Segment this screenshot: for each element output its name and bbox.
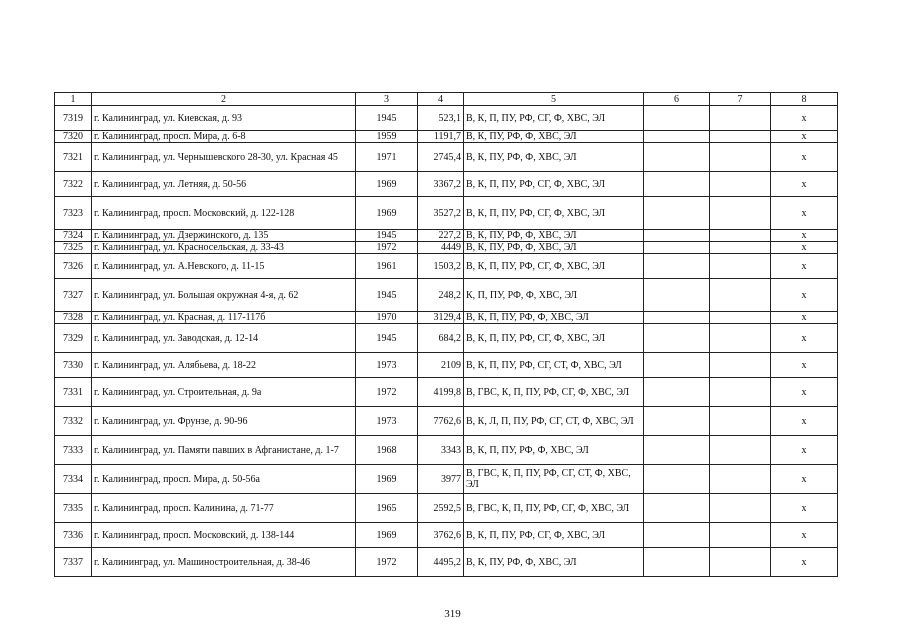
column-6-cell — [644, 172, 710, 197]
column-header-8: 8 — [771, 93, 838, 106]
year-cell: 1972 — [356, 242, 418, 254]
row-number: 7337 — [55, 548, 92, 577]
year-cell: 1965 — [356, 494, 418, 523]
table-row — [55, 106, 838, 131]
address-cell: г. Калининград, просп. Московский, д. 122-128 — [92, 197, 356, 230]
column-7-cell — [710, 242, 771, 254]
column-7-cell — [710, 523, 771, 548]
table-row — [55, 548, 838, 577]
address-cell: г. Калининград, просп. Московский, д. 138-144 — [92, 523, 356, 548]
area-cell: 248,2 — [418, 279, 464, 312]
table-row — [55, 523, 838, 548]
column-6-cell — [644, 230, 710, 242]
area-cell: 4495,2 — [418, 548, 464, 577]
address-cell: г. Калининград, ул. Дзержинского, д. 135 — [92, 230, 356, 242]
row-number: 7327 — [55, 279, 92, 312]
mark-cell: x — [771, 279, 838, 312]
row-number: 7321 — [55, 143, 92, 172]
table-row — [55, 242, 838, 254]
table-row — [55, 230, 838, 242]
column-6-cell — [644, 353, 710, 378]
year-cell: 1970 — [356, 312, 418, 324]
column-6-cell — [644, 523, 710, 548]
address-cell: г. Калининград, просп. Мира, д. 6-8 — [92, 131, 356, 143]
column-6-cell — [644, 548, 710, 577]
area-cell: 3762,6 — [418, 523, 464, 548]
systems-cell: В, К, П, ПУ, РФ, СГ, Ф, ХВС, ЭЛ — [464, 197, 644, 230]
mark-cell: x — [771, 436, 838, 465]
year-cell: 1968 — [356, 436, 418, 465]
systems-cell: В, К, П, ПУ, РФ, СГ, Ф, ХВС, ЭЛ — [464, 106, 644, 131]
column-6-cell — [644, 407, 710, 436]
address-cell: г. Калининград, ул. Большая окружная 4-я, д. 62 — [92, 279, 356, 312]
column-6-cell — [644, 279, 710, 312]
address-cell: г. Калининград, ул. Киевская, д. 93 — [92, 106, 356, 131]
mark-cell: x — [771, 131, 838, 143]
column-7-cell — [710, 131, 771, 143]
row-number: 7323 — [55, 197, 92, 230]
mark-cell: x — [771, 465, 838, 494]
table-row — [55, 197, 838, 230]
area-cell: 684,2 — [418, 324, 464, 353]
area-cell: 2109 — [418, 353, 464, 378]
column-7-cell — [710, 378, 771, 407]
row-number: 7326 — [55, 254, 92, 279]
column-6-cell — [644, 242, 710, 254]
table-row — [55, 254, 838, 279]
column-6-cell — [644, 324, 710, 353]
table-body — [55, 106, 838, 577]
column-6-cell — [644, 378, 710, 407]
row-number: 7324 — [55, 230, 92, 242]
column-header-3: 3 — [356, 93, 418, 106]
column-6-cell — [644, 312, 710, 324]
row-number: 7334 — [55, 465, 92, 494]
area-cell: 7762,6 — [418, 407, 464, 436]
year-cell: 1969 — [356, 172, 418, 197]
area-cell: 3129,4 — [418, 312, 464, 324]
address-cell: г. Калининград, ул. Строительная, д. 9а — [92, 378, 356, 407]
column-7-cell — [710, 407, 771, 436]
column-7-cell — [710, 548, 771, 577]
mark-cell: x — [771, 378, 838, 407]
header-row — [55, 93, 838, 106]
area-cell: 4199,8 — [418, 378, 464, 407]
area-cell: 523,1 — [418, 106, 464, 131]
column-7-cell — [710, 106, 771, 131]
systems-cell: В, К, П, ПУ, РФ, СГ, Ф, ХВС, ЭЛ — [464, 172, 644, 197]
year-cell: 1969 — [356, 465, 418, 494]
column-6-cell — [644, 465, 710, 494]
address-cell: г. Калининград, ул. Красносельская, д. 33-43 — [92, 242, 356, 254]
column-7-cell — [710, 197, 771, 230]
systems-cell: В, К, П, ПУ, РФ, СГ, Ф, ХВС, ЭЛ — [464, 523, 644, 548]
row-number: 7332 — [55, 407, 92, 436]
mark-cell: x — [771, 548, 838, 577]
table-row — [55, 324, 838, 353]
address-cell: г. Калининград, ул. Красная, д. 117-117б — [92, 312, 356, 324]
column-6-cell — [644, 436, 710, 465]
year-cell: 1945 — [356, 324, 418, 353]
column-6-cell — [644, 131, 710, 143]
column-7-cell — [710, 143, 771, 172]
column-header-2: 2 — [92, 93, 356, 106]
table-row — [55, 131, 838, 143]
column-7-cell — [710, 254, 771, 279]
row-number: 7322 — [55, 172, 92, 197]
systems-cell: В, К, П, ПУ, РФ, СГ, Ф, ХВС, ЭЛ — [464, 324, 644, 353]
mark-cell: x — [771, 172, 838, 197]
column-6-cell — [644, 143, 710, 172]
row-number: 7328 — [55, 312, 92, 324]
column-header-5: 5 — [464, 93, 644, 106]
area-cell: 2592,5 — [418, 494, 464, 523]
mark-cell: x — [771, 324, 838, 353]
row-number: 7335 — [55, 494, 92, 523]
area-cell: 3367,2 — [418, 172, 464, 197]
area-cell: 2745,4 — [418, 143, 464, 172]
mark-cell: x — [771, 407, 838, 436]
column-7-cell — [710, 279, 771, 312]
year-cell: 1945 — [356, 279, 418, 312]
mark-cell: x — [771, 254, 838, 279]
table-row — [55, 279, 838, 312]
systems-cell: В, ГВС, К, П, ПУ, РФ, СГ, Ф, ХВС, ЭЛ — [464, 378, 644, 407]
systems-cell: В, К, П, ПУ, РФ, СГ, СТ, Ф, ХВС, ЭЛ — [464, 353, 644, 378]
mark-cell: x — [771, 312, 838, 324]
row-number: 7331 — [55, 378, 92, 407]
mark-cell: x — [771, 353, 838, 378]
column-header-7: 7 — [710, 93, 771, 106]
area-cell: 1503,2 — [418, 254, 464, 279]
year-cell: 1945 — [356, 106, 418, 131]
table-row — [55, 378, 838, 407]
table-row — [55, 465, 838, 494]
year-cell: 1969 — [356, 197, 418, 230]
year-cell: 1961 — [356, 254, 418, 279]
year-cell: 1973 — [356, 353, 418, 378]
year-cell: 1971 — [356, 143, 418, 172]
row-number: 7330 — [55, 353, 92, 378]
row-number: 7325 — [55, 242, 92, 254]
table-row — [55, 172, 838, 197]
mark-cell: x — [771, 197, 838, 230]
year-cell: 1972 — [356, 548, 418, 577]
systems-cell: В, К, ПУ, РФ, Ф, ХВС, ЭЛ — [464, 242, 644, 254]
mark-cell: x — [771, 494, 838, 523]
address-cell: г. Калининград, ул. Чернышевского 28-30, ул. Красная 45 — [92, 143, 356, 172]
column-7-cell — [710, 312, 771, 324]
systems-cell: В, К, ПУ, РФ, Ф, ХВС, ЭЛ — [464, 548, 644, 577]
address-cell: г. Калининград, ул. Машиностроительная, д. 38-46 — [92, 548, 356, 577]
year-cell: 1959 — [356, 131, 418, 143]
column-6-cell — [644, 494, 710, 523]
column-7-cell — [710, 494, 771, 523]
row-number: 7320 — [55, 131, 92, 143]
column-header-4: 4 — [418, 93, 464, 106]
table-row — [55, 436, 838, 465]
address-cell: г. Калининград, ул. Памяти павших в Афганистане, д. 1-7 — [92, 436, 356, 465]
year-cell: 1972 — [356, 378, 418, 407]
mark-cell: x — [771, 143, 838, 172]
table-row — [55, 353, 838, 378]
column-6-cell — [644, 106, 710, 131]
area-cell: 3343 — [418, 436, 464, 465]
address-cell: г. Калининград, просп. Мира, д. 50-56а — [92, 465, 356, 494]
systems-cell: В, К, Л, П, ПУ, РФ, СГ, СТ, Ф, ХВС, ЭЛ — [464, 407, 644, 436]
address-cell: г. Калининград, ул. А.Невского, д. 11-15 — [92, 254, 356, 279]
area-cell: 4449 — [418, 242, 464, 254]
systems-cell: В, К, ПУ, РФ, Ф, ХВС, ЭЛ — [464, 230, 644, 242]
area-cell: 1191,7 — [418, 131, 464, 143]
systems-cell: В, К, П, ПУ, РФ, Ф, ХВС, ЭЛ — [464, 436, 644, 465]
column-7-cell — [710, 436, 771, 465]
mark-cell: x — [771, 523, 838, 548]
area-cell: 3527,2 — [418, 197, 464, 230]
column-header-6: 6 — [644, 93, 710, 106]
year-cell: 1945 — [356, 230, 418, 242]
systems-cell: В, К, П, ПУ, РФ, Ф, ХВС, ЭЛ — [464, 312, 644, 324]
column-7-cell — [710, 172, 771, 197]
column-header-1: 1 — [55, 93, 92, 106]
systems-cell: В, К, П, ПУ, РФ, СГ, Ф, ХВС, ЭЛ — [464, 254, 644, 279]
systems-cell: В, ГВС, К, П, ПУ, РФ, СГ, СТ, Ф, ХВС, ЭЛ — [464, 465, 644, 494]
row-number: 7336 — [55, 523, 92, 548]
table-row — [55, 143, 838, 172]
column-7-cell — [710, 465, 771, 494]
systems-cell: К, П, ПУ, РФ, Ф, ХВС, ЭЛ — [464, 279, 644, 312]
year-cell: 1973 — [356, 407, 418, 436]
address-cell: г. Калининград, ул. Алябьева, д. 18-22 — [92, 353, 356, 378]
row-number: 7329 — [55, 324, 92, 353]
column-7-cell — [710, 353, 771, 378]
systems-cell: В, ГВС, К, П, ПУ, РФ, СГ, Ф, ХВС, ЭЛ — [464, 494, 644, 523]
address-cell: г. Калининград, ул. Заводская, д. 12-14 — [92, 324, 356, 353]
area-cell: 227,2 — [418, 230, 464, 242]
row-number: 7319 — [55, 106, 92, 131]
address-cell: г. Калининград, просп. Калинина, д. 71-77 — [92, 494, 356, 523]
address-cell: г. Калининград, ул. Летняя, д. 50-56 — [92, 172, 356, 197]
table-row — [55, 494, 838, 523]
table-row — [55, 407, 838, 436]
column-6-cell — [644, 197, 710, 230]
page-number: 319 — [444, 608, 461, 620]
mark-cell: x — [771, 106, 838, 131]
housing-registry-table — [54, 92, 838, 577]
row-number: 7333 — [55, 436, 92, 465]
mark-cell: x — [771, 242, 838, 254]
mark-cell: x — [771, 230, 838, 242]
area-cell: 3977 — [418, 465, 464, 494]
systems-cell: В, К, ПУ, РФ, Ф, ХВС, ЭЛ — [464, 143, 644, 172]
systems-cell: В, К, ПУ, РФ, Ф, ХВС, ЭЛ — [464, 131, 644, 143]
column-7-cell — [710, 230, 771, 242]
column-7-cell — [710, 324, 771, 353]
table-row — [55, 312, 838, 324]
year-cell: 1969 — [356, 523, 418, 548]
address-cell: г. Калининград, ул. Фрунзе, д. 90-96 — [92, 407, 356, 436]
column-6-cell — [644, 254, 710, 279]
